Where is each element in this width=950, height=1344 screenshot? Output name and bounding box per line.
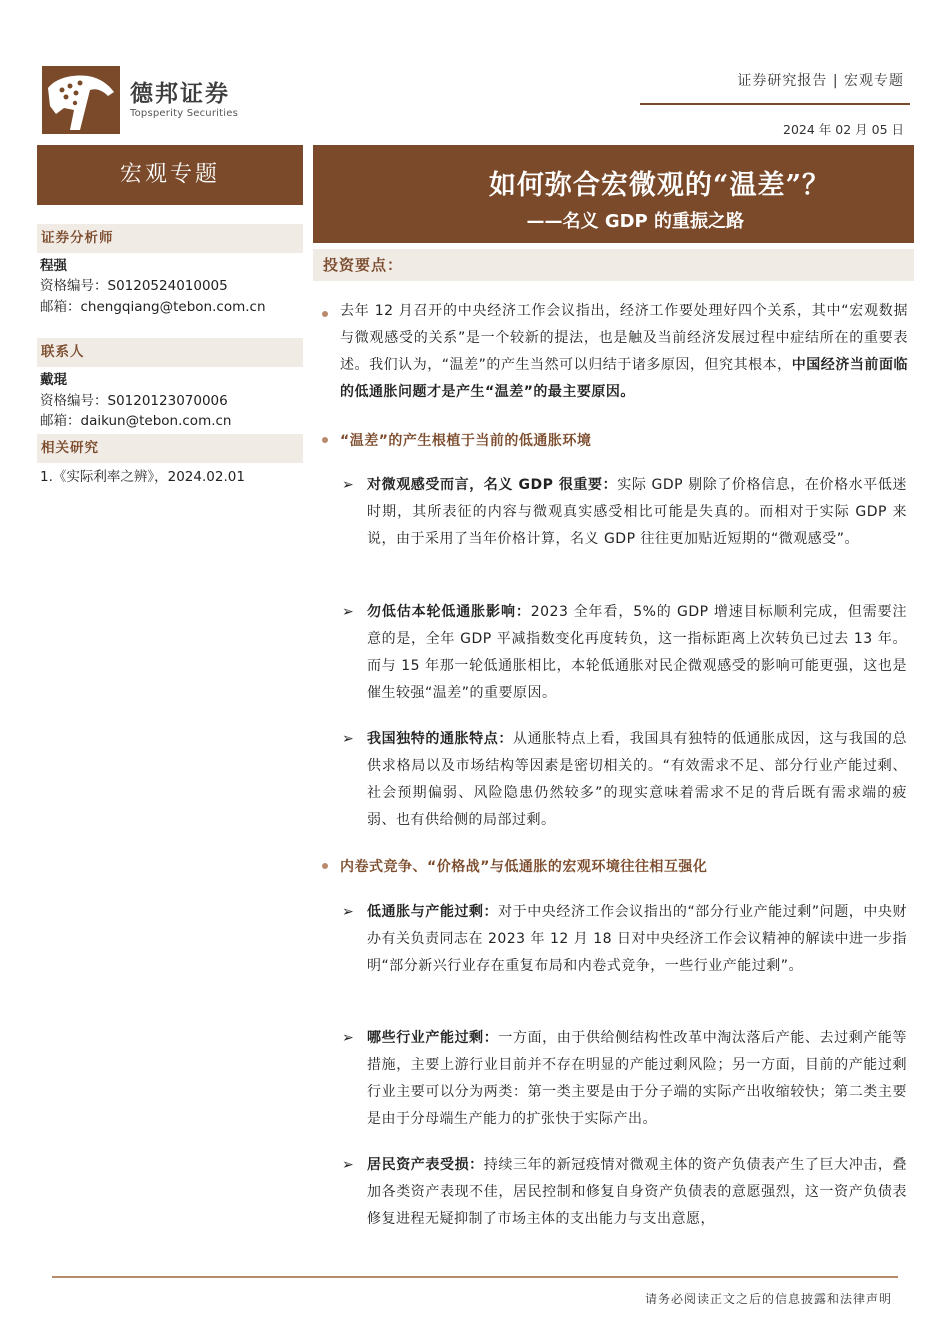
s2-point-3-text: 持续三年的新冠疫情对微观主体的资产负债表产生了巨大冲击，叠加各类资产表现不佳，居民控制和修复自身资产负债表的意愿强烈，这一资产负债表修复进程无疑抑制了市场主体的支出能力与支出意愿，	[367, 1157, 908, 1227]
s2-point-1	[367, 899, 907, 980]
footer-disclaimer[interactable]: 请务必阅读正文之后的信息披露和法律声明	[644, 1292, 892, 1306]
report-type: 证券研究报告 | 宏观专题	[737, 73, 904, 89]
arrow-bullet-icon: ➢	[342, 1030, 354, 1046]
s1-point-3-text: 从通胀特点上看，我国具有独特的低通胀成因，这与我国的总供求格局以及市场结构等因素是密切相关的。“有效需求不足、部分行业产能过剩、社会预期偏弱、风险隐患仍然较多”的现实意味着需求不足的背后既有需求端的疲弱、也有供给侧的局部过剩。	[367, 731, 908, 828]
contact-email[interactable]: 邮箱：daikun@tebon.com.cn	[40, 413, 232, 429]
arrow-bullet-icon: ➢	[342, 604, 354, 620]
s2-point-2-text: 一方面，由于供给侧结构性改革中淘汰落后产能、去过剩产能等措施，主要上游行业目前并不存在明显的产能过剩风险；另一方面，目前的产能过剩行业主要可以分为两类：第一类主要是由于分子端的实际产出收缩较快；第二类主要是由于分母端生产能力的扩张快于实际产出。	[367, 1030, 907, 1127]
analyst-cert: 资格编号：S0120524010005	[40, 278, 228, 294]
section-1-title: “温差”的产生根植于当前的低通胀环境	[340, 433, 592, 449]
bullet-dot-icon	[322, 863, 328, 869]
s1-point-2	[367, 599, 907, 707]
analyst-name: 程强	[40, 258, 67, 274]
contact-name: 戴琨	[40, 372, 67, 388]
arrow-bullet-icon: ➢	[342, 477, 354, 493]
arrow-bullet-icon: ➢	[342, 731, 354, 747]
header-divider	[640, 103, 910, 105]
arrow-bullet-icon: ➢	[342, 904, 354, 920]
intro-emphasis: 中国经济当前面临的低通胀问题才是产生“温差”的最主要原因。	[340, 357, 909, 400]
contact-header: 联系人	[37, 338, 303, 367]
s1-point-1-lead: 对微观感受而言，名义 GDP 很重要：	[367, 477, 618, 493]
s1-point-2-text: 2023 全年看，5%的 GDP 增速目标顺利完成，但需要注意的是，全年 GDP 平减指数变化再度转负，这一指标距离上次转负已过去 13 年。而与 15 年那一轮低通胀相比，本轮低通胀对民企微观感受的影响可能更强，这也是催生较强“温差”的重要原因。	[367, 604, 908, 701]
s1-point-1-text: 实际 GDP 剔除了价格信息，在价格水平低迷时期，其所表征的内容与微观真实感受相比可能是失真的。而相对于实际 GDP 来说，由于采用了当年价格计算，名义 GDP 往往更加贴近短期的“微观感受”。	[367, 477, 907, 547]
title-banner	[313, 145, 914, 243]
s1-point-3	[367, 726, 907, 834]
brand-name-en: Topsperity Securities	[130, 108, 238, 119]
page-subtitle: ——名义 GDP 的重振之路	[526, 211, 744, 232]
page-title: 如何弥合宏微观的“温差”？	[488, 170, 830, 201]
s2-point-1-text: 对于中央经济工作会议指出的“部分行业产能过剩”问题，中央财办有关负责同志在 2023 年 12 月 18 日对中央经济工作会议精神的解读中进一步指明“部分新兴行业存在重复布局和内卷式竞争，一些行业产能过剩”。	[367, 904, 907, 974]
section-2-title: 内卷式竞争、“价格战”与低通胀的宏观环境往往相互强化	[340, 859, 708, 875]
report-category: 宏观专题	[37, 145, 303, 205]
s2-point-2	[367, 1025, 907, 1133]
footer-divider	[52, 1276, 898, 1278]
s2-point-1-lead: 低通胀与产能过剩：	[367, 904, 499, 920]
related-header: 相关研究	[37, 434, 303, 463]
brand-name-cn: 德邦证券	[130, 81, 230, 107]
report-date: 2024 年 02 月 05 日	[783, 122, 904, 137]
arrow-bullet-icon: ➢	[342, 1157, 354, 1173]
s1-point-2-lead: 勿低估本轮低通胀影响：	[367, 604, 531, 620]
s2-point-3	[367, 1152, 907, 1233]
leopard-logo-icon	[42, 66, 120, 134]
bullet-dot-icon	[322, 311, 328, 317]
analyst-email[interactable]: 邮箱：chengqiang@tebon.com.cn	[40, 299, 266, 315]
s2-point-3-lead: 居民资产表受损：	[367, 1157, 484, 1173]
s2-point-2-lead: 哪些行业产能过剩：	[367, 1030, 499, 1046]
bullet-dot-icon	[322, 437, 328, 443]
intro-paragraph	[340, 298, 908, 406]
related-item[interactable]: 1.《实际利率之辨》，2024.02.01	[40, 469, 245, 485]
key-points-header: 投资要点：	[313, 249, 914, 281]
s1-point-1	[367, 472, 907, 553]
s1-point-3-lead: 我国独特的通胀特点：	[367, 731, 513, 747]
company-logo	[42, 66, 238, 134]
contact-cert: 资格编号：S0120123070006	[40, 393, 228, 409]
intro-text: 去年 12 月召开的中央经济工作会议指出，经济工作要处理好四个关系，其中“宏观数据与微观感受的关系”是一个较新的提法，也是触及当前经济发展过程中症结所在的重要表述。我们认为，“温差”的产生当然可以归结于诸多原因，但究其根本，	[340, 303, 908, 373]
analyst-header: 证券分析师	[37, 224, 303, 253]
